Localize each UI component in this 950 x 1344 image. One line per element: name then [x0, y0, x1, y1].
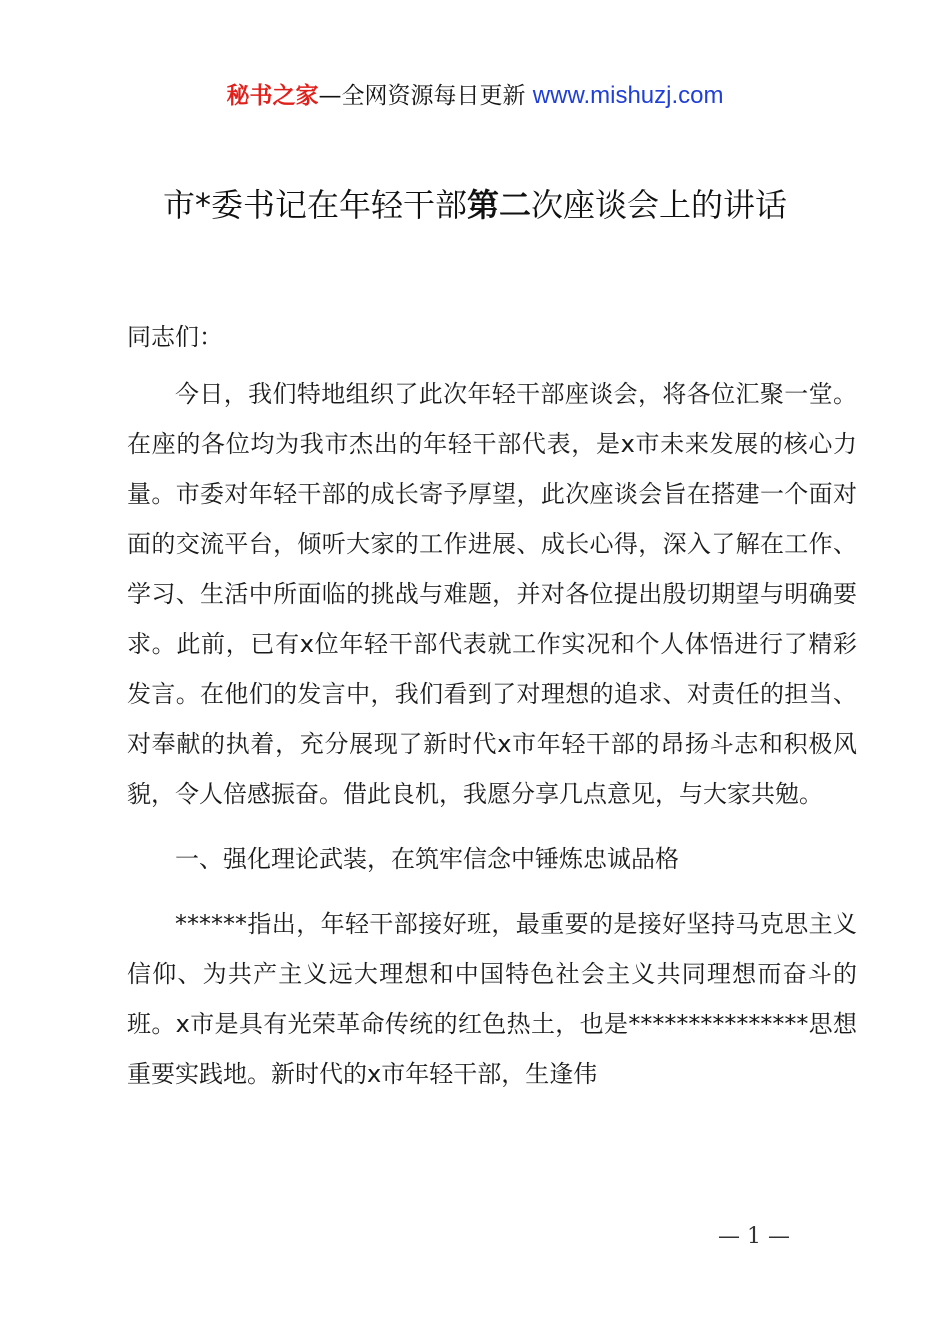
salutation: 同志们： — [127, 323, 223, 351]
brand-name: 秘书之家 — [226, 83, 319, 109]
intro-paragraph: 今日，我们特地组织了此次年轻干部座谈会，将各位汇聚一堂。在座的各位均为我市杰出的年轻干部代表，是x市未来发展的核心力量。市委对年轻干部的成长寄予厚望，此次座谈会旨在搭建一个面对面的交流平台，倾听大家的工作进展、成长心得，深入了解在工作、学习、生活中所面临的挑战与难题，并对各位提出殷切期望与明确要求。此前，已有x位年轻干部代表就工作实况和个人体悟进行了精彩发言。在他们的发言中，我们看到了对理想的追求、对责任的担当、对奉献的执着，充分展现了新时代x市年轻干部的昂扬斗志和积极风貌，令人倍感振奋。借此良机，我愿分享几点意见，与大家共勉。 — [127, 380, 857, 808]
page-title — [0, 182, 950, 228]
section-heading-1: 一、强化理论武装，在筑牢信念中锤炼忠诚品格 — [175, 845, 679, 873]
header-tagline: —全网资源每日更新 — [318, 83, 526, 109]
site-url-link[interactable]: www.mishuzj.com — [532, 82, 724, 109]
page-number: — 1 — — [718, 1224, 790, 1249]
title-part-2: 第二 — [466, 186, 531, 224]
title-part-3: 次座谈会上的讲话 — [531, 186, 788, 224]
section-1-paragraph: ******指出，年轻干部接好班，最重要的是接好坚持马克思主义信仰、为共产主义远大理想和中国特色社会主义共同理想而奋斗的班。x市是具有光荣革命传统的红色热土，也是***************思想重要实践地。新时代的x市年轻干部，生逢伟 — [127, 910, 857, 1088]
document-body — [127, 312, 857, 1099]
title-part-1: 市*委书记在年轻干部 — [162, 186, 467, 224]
site-header — [0, 80, 950, 112]
